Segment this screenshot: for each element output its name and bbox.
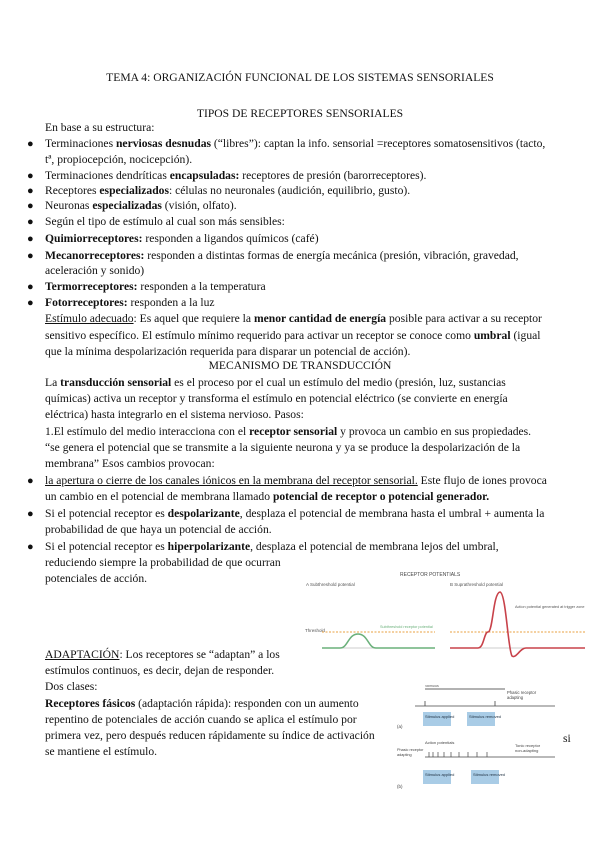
text-line: En base a su estructura: — [45, 121, 155, 134]
bullet-icon: ● — [27, 233, 34, 245]
bullet-icon: ● — [27, 216, 34, 228]
text-line: un cambio en el potencial de membrana llamado potencial de receptor o potencial generador. — [45, 490, 490, 503]
text-line: membrana” Esos cambios provocan: — [45, 457, 215, 470]
figure-label-a: A Subthreshold potential — [306, 582, 355, 587]
text-line: sensitivo específico. El estímulo mínimo requerido para activar un receptor se conoce como umbral (igual — [45, 329, 541, 342]
action-potential-curve — [450, 592, 585, 657]
text-line: potenciales de acción. — [45, 572, 148, 585]
axis-label-b: (b) — [397, 784, 403, 789]
left-label: Phasic receptor — [397, 748, 424, 752]
text-line: Quimiorreceptores: responden a ligandos químicos (café) — [45, 232, 319, 245]
bullet-icon: ● — [27, 185, 34, 197]
bullet-icon: ● — [27, 475, 34, 487]
phasic-label: Phasic receptor — [507, 690, 537, 695]
ap-label: Action potentials — [425, 740, 455, 745]
text-line: Terminaciones dendríticas encapsuladas: receptores de presión (barorreceptores). — [45, 169, 427, 182]
text-line: ADAPTACIÓN: Los receptores se “adaptan” a los — [45, 648, 280, 661]
box-label: Stimulus removed — [473, 772, 506, 777]
tonic-label: Tonic receptor — [515, 743, 541, 748]
text-line: Receptores fásicos (adaptación rápida): responden con un aumento — [45, 697, 359, 710]
text-line: se mantiene el estímulo. — [45, 745, 158, 758]
figure-title: RECEPTOR POTENTIALS — [400, 572, 461, 578]
text-line: Si el potencial receptor es hiperpolarizante, desplaza el potencial de membrana lejos del umbral, — [45, 540, 499, 553]
text-line: Termorreceptores: responden a la temperatura — [45, 280, 266, 293]
receptor-potentials-figure — [300, 568, 590, 658]
text-line: Fotorreceptores: responden a la luz — [45, 296, 215, 309]
threshold-label: Threshold — [305, 628, 326, 633]
text-line: Mecanorreceptores: responden a distintas formas de energía mecánica (presión, vibración, gravedad, — [45, 249, 519, 262]
subthreshold-curve — [322, 634, 435, 648]
bullet-icon: ● — [27, 508, 34, 520]
stimulus-label: Stimulus — [425, 685, 439, 688]
bullet-icon: ● — [27, 250, 34, 262]
text-line: Receptores especializados: células no neuronales (audición, equilibrio, gusto). — [45, 184, 411, 197]
axis-label-a: (a) — [397, 724, 403, 729]
bullet-icon: ● — [27, 281, 34, 293]
text-line: repentino de potenciales de acción cuando se aplica el estímulo por — [45, 713, 357, 726]
text-line: la apertura o cierre de los canales iónicos en la membrana del receptor sensorial. Este flujo de iones provoca — [45, 474, 547, 487]
text-line: reduciendo siempre la probabilidad de que ocurran — [45, 556, 281, 569]
text-line: Dos clases: — [45, 680, 98, 693]
text-line: “se genera el potencial que se transmite a la siguiente neurona y ya se produce la despolarización de la — [45, 441, 521, 454]
text-line: estímulos continuos, es decir, dejan de responder. — [45, 664, 275, 677]
text-line: Estímulo adecuado: Es aquel que requiere la menor cantidad de energía posible para activar a su receptor — [45, 312, 542, 325]
section-heading-receptores: TIPOS DE RECEPTORES SENSORIALES — [196, 107, 404, 120]
bullet-icon: ● — [27, 200, 34, 212]
text-line: probabilidad de que haya un potencial de acción. — [45, 523, 272, 536]
box-label: Stimulus removed — [469, 714, 502, 719]
note-b: Action potential generated at trigger zone — [515, 605, 585, 609]
note-a: Subthreshold receptor potential — [380, 625, 433, 629]
text-line: 1.El estímulo del medio interacciona con el receptor sensorial y provoca un cambio en sus propiedades. — [45, 425, 532, 438]
bullet-icon: ● — [27, 138, 34, 150]
bullet-icon: ● — [27, 541, 34, 553]
bullet-icon: ● — [27, 297, 34, 309]
text-line: Según el tipo de estímulo al cual son más sensibles: — [45, 215, 285, 228]
bullet-icon: ● — [27, 170, 34, 182]
left-label: adapting — [397, 753, 412, 757]
tonic-sublabel: non-adapting — [515, 748, 539, 753]
text-line: primera vez, pero después reducen rápidamente su índice de activación — [45, 729, 375, 742]
text-line: Si el potencial receptor es despolarizante, desplaza el potencial de membrana hasta el umbral + aumenta la — [45, 507, 545, 520]
section-heading-transduccion: MECANISMO DE TRANSDUCCIÓN — [208, 359, 392, 372]
text-line: si — [563, 732, 571, 745]
box-label: Stimulus applied — [425, 772, 455, 777]
text-line: tª, propiocepción, nocicepción). — [45, 153, 193, 166]
text-line: La transducción sensorial es el proceso por el cual un estímulo del medio (presión, luz, sustancias — [45, 376, 506, 389]
text-line: Neuronas especializadas (visión, olfato). — [45, 199, 237, 212]
text-line: que la mínima despolarización requerida para disparar un potencial de acción). — [45, 345, 411, 358]
text-line: químicas) activa un receptor y transforma el estímulo en potencial eléctrico (se convierte en energía — [45, 392, 508, 405]
tonic-spikes — [429, 752, 487, 757]
box-label: Stimulus applied — [425, 714, 455, 719]
figure-label-b: B Suprathreshold potential — [450, 582, 504, 587]
page-title: TEMA 4: ORGANIZACIÓN FUNCIONAL DE LOS SISTEMAS SENSORIALES — [106, 71, 494, 84]
text-line: aceleración y sonido) — [45, 264, 145, 277]
text-line: eléctrica) hasta integrarlo en el sistema nervioso. Pasos: — [45, 408, 304, 421]
adaptation-figure — [395, 685, 560, 795]
text-line: Terminaciones nerviosas desnudas (“libres”): captan la info. sensorial =receptores somatosensitivos (tacto, — [45, 137, 546, 150]
phasic-sublabel: adapting — [507, 695, 524, 700]
